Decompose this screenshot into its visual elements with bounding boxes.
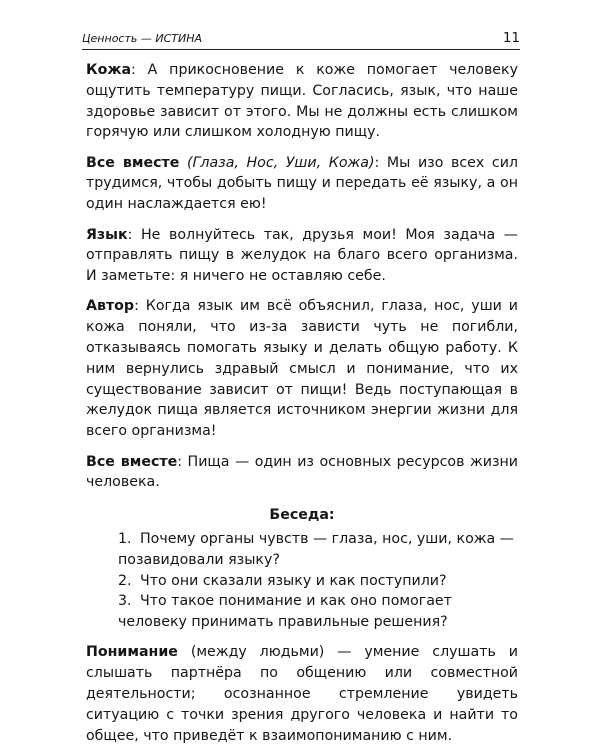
speaker-name: Все вместе [86, 453, 178, 470]
question-number: 3. [118, 593, 132, 610]
question-text: Почему органы чувств — глаза, нос, уши, кожа — позавидовали языку? [118, 530, 514, 568]
speaker-line: : Мы изо всех сил трудимся, чтобы добыть пищу и передать её языку, а он один наслаждается ею! [86, 154, 518, 213]
question-item [86, 591, 518, 633]
speaker-name: Язык [86, 226, 128, 243]
page-body [86, 60, 518, 756]
question-text: Что они сказали языку и как поступили? [140, 572, 447, 589]
speaker-line: : Не волнуйтесь так, друзья мои! Моя задача — отправлять пищу в желудок на благо всего организма. И заметьте: я ничего не оставляю себе. [86, 226, 518, 285]
question-number: 1. [118, 530, 132, 547]
speaker-name: Автор [86, 298, 135, 315]
question-number: 2. [118, 572, 132, 589]
question-item [86, 529, 518, 571]
page-header [82, 30, 520, 50]
question-text: Что такое понимание и как оно помогает человеку принимать правильные решения? [118, 593, 452, 631]
speaker-line: : Пища — один из основных ресурсов жизни человека. [86, 453, 518, 491]
dialogue-paragraph [86, 452, 518, 494]
definition-text: (между людьми) — умение слушать и слышать партнёра по общению или совместной деятельности; осознанное стремление увидеть ситуацию с точки зрения другого человека и найти то общее, что приведёт к взаимопониманию с ним. [86, 644, 518, 744]
definition-paragraph [86, 642, 518, 746]
running-title: Ценность — ИСТИНА [82, 32, 203, 45]
question-list [86, 529, 518, 633]
dialogue-paragraph [86, 153, 518, 215]
speaker-line: : Когда язык им всё объяснил, глаза, нос, уши и кожа поняли, что из-за зависти чуть не погибли, отказываясь помогать языку и делать общую работу. К ним вернулись здравый смысл и понимание, что их существование зависит от пищи! Ведь поступающая в желудок пища является источником энергии жизни для всего организма! [86, 298, 518, 440]
speaker-name: Кожа [86, 62, 132, 78]
stage-direction: (Глаза, Нос, Уши, Кожа) [186, 154, 375, 171]
dialogue-paragraph [86, 60, 518, 143]
discussion-heading: Беседа: [269, 507, 335, 524]
dialogue-paragraph [86, 225, 518, 287]
speaker-line: : А прикосновение к коже помогает человеку ощутить температуру пищи. Согласись, язык, что наше здоровье зависит от этого. Мы не должны есть слишком горячую или слишком холодную пищу. [86, 62, 518, 141]
page-number: 11 [502, 30, 520, 46]
question-item [86, 571, 518, 592]
dialogue-paragraph [86, 296, 518, 442]
definition-term: Понимание [86, 644, 178, 661]
speaker-name: Все вместе [86, 154, 180, 171]
header-rule [82, 49, 520, 50]
